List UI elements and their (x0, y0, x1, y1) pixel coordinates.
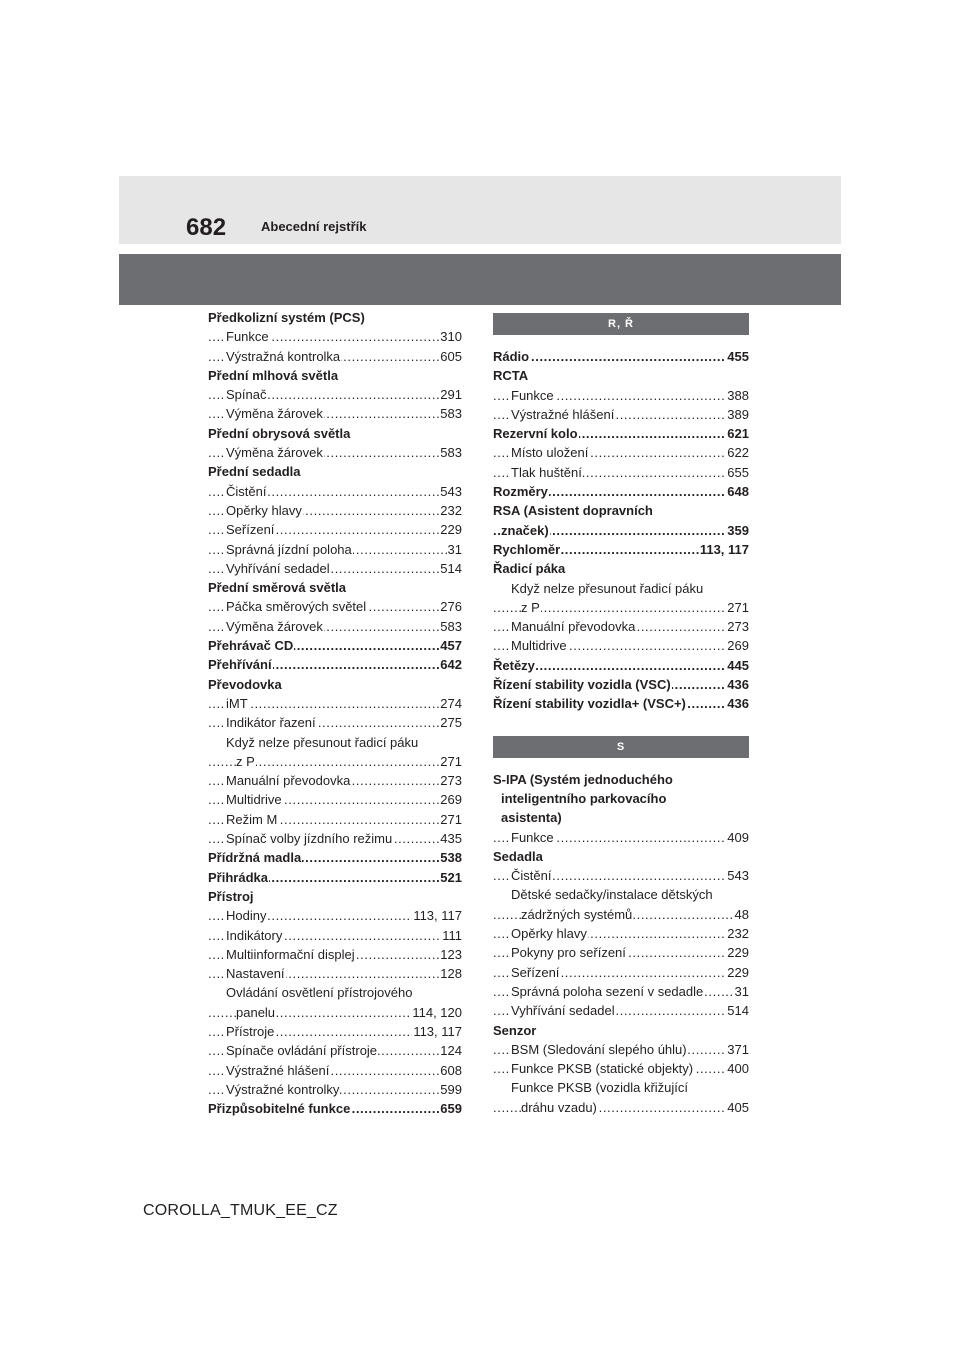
entry-label: Přídržná madla (208, 848, 302, 867)
index-entry (208, 308, 462, 327)
index-column-left (208, 308, 462, 1118)
entry-page-ref: 621 (726, 424, 749, 443)
index-entry (493, 443, 749, 462)
index-entry (493, 501, 749, 520)
entry-page-ref: 371 (726, 1040, 749, 1059)
entry-label: Spínač (226, 385, 267, 404)
entry-label: Přístroje (226, 1022, 275, 1041)
index-entry (493, 598, 749, 617)
entry-label: Dětské sedačky/instalace dětských (511, 885, 714, 904)
index-entry (493, 482, 749, 501)
entry-label: Pokyny pro seřízení (511, 943, 627, 962)
entry-label: panelu (236, 1003, 276, 1022)
entry-label: Vyhřívání sedadel (511, 1001, 616, 1020)
entry-label: Výstražná kontrolka (226, 347, 341, 366)
index-entry (493, 828, 749, 847)
index-entry (208, 1061, 462, 1080)
index-entry (208, 404, 462, 423)
index-entry (208, 733, 462, 752)
entry-label: Přihrádka (208, 868, 269, 887)
entry-label: Převodovka (208, 675, 283, 694)
entry-label: Výměna žárovek (226, 404, 324, 423)
heading-gap (493, 335, 749, 347)
index-entry (493, 1001, 749, 1020)
entry-label: Rádio (493, 347, 530, 366)
index-entry (208, 771, 462, 790)
entry-label: Seřízení (511, 963, 560, 982)
entry-label: z P (236, 752, 256, 771)
index-entry (208, 810, 462, 829)
entry-label: Řadicí páka (493, 559, 566, 578)
index-entry (493, 905, 749, 924)
index-entry (208, 1022, 462, 1041)
entry-label: Nastavení (226, 964, 286, 983)
entry-label: Přehřívání (208, 655, 273, 674)
entry-label: Funkce PKSB (vozidla křižující (511, 1078, 689, 1097)
entry-label: Spínač volby jízdního režimu (226, 829, 393, 848)
index-entry (493, 579, 749, 598)
entry-label: Přizpůsobitelné funkce (208, 1099, 351, 1118)
entry-page-ref: 232 (726, 924, 749, 943)
index-entry (493, 808, 749, 827)
index-entry (493, 1098, 749, 1117)
index-entry (208, 1099, 462, 1118)
entry-label: BSM (Sledování slepého úhlu) (511, 1040, 688, 1059)
entry-label: Výměna žárovek (226, 617, 324, 636)
entry-page-ref: 291 (439, 385, 462, 404)
index-entry (493, 1078, 749, 1097)
entry-page-ref: 655 (726, 463, 749, 482)
entry-page-ref: 275 (439, 713, 462, 732)
entry-page-ref: 608 (439, 1061, 462, 1080)
entry-label: Funkce PKSB (statické objekty) (511, 1059, 694, 1078)
entry-page-ref: 543 (726, 866, 749, 885)
index-entry (208, 675, 462, 694)
index-entry (208, 385, 462, 404)
entry-label: Tlak huštění (511, 463, 583, 482)
entry-page-ref: 435 (439, 829, 462, 848)
header-dark-band (119, 254, 841, 305)
index-entry (493, 636, 749, 655)
entry-page-ref: 229 (726, 943, 749, 962)
index-entry (208, 829, 462, 848)
index-entry (208, 443, 462, 462)
index-entry (208, 424, 462, 443)
index-entry (208, 482, 462, 501)
entry-page-ref: 114, 120 (411, 1003, 462, 1022)
entry-label: Přístroj (208, 887, 255, 906)
letter-section-heading: S (493, 736, 749, 758)
entry-page-ref: 113, 117 (699, 540, 749, 559)
entry-page-ref: 445 (726, 656, 749, 675)
entry-page-ref: 659 (439, 1099, 462, 1118)
entry-label: Manuální převodovka (226, 771, 351, 790)
entry-label: Funkce (511, 828, 555, 847)
index-column-right (493, 313, 749, 1117)
entry-label: Seřízení (226, 520, 275, 539)
entry-page-ref: 648 (726, 482, 749, 501)
index-entry (208, 347, 462, 366)
index-entry (208, 1003, 462, 1022)
entry-label: Funkce (511, 386, 555, 405)
entry-page-ref: 622 (726, 443, 749, 462)
entry-label: Výstražné kontrolky (226, 1080, 340, 1099)
entry-page-ref: 48 (734, 905, 749, 924)
index-entry (493, 366, 749, 385)
section-title: Abecední rejstřík (261, 219, 367, 234)
index-entry (208, 983, 462, 1002)
entry-page-ref: 273 (439, 771, 462, 790)
entry-label: Funkce (226, 327, 270, 346)
entry-page-ref: 436 (726, 675, 749, 694)
entry-page-ref: 31 (734, 982, 749, 1001)
entry-page-ref: 514 (726, 1001, 749, 1020)
index-entry (493, 405, 749, 424)
index-entry (493, 347, 749, 366)
entry-page-ref: 405 (726, 1098, 749, 1117)
header-band (119, 176, 841, 244)
index-entry (208, 636, 462, 655)
entry-page-ref: 359 (726, 521, 749, 540)
entry-page-ref: 521 (439, 868, 462, 887)
entry-label: RCTA (493, 366, 529, 385)
entry-page-ref: 111 (441, 926, 462, 945)
entry-label: Přední obrysová světla (208, 424, 351, 443)
entry-label: Vyhřívání sedadel (226, 559, 331, 578)
entry-label: iMT (226, 694, 249, 713)
index-entry (493, 1021, 749, 1040)
entry-label: Rozměry (493, 482, 549, 501)
index-entry (493, 1059, 749, 1078)
entry-page-ref: 273 (726, 617, 749, 636)
entry-label: Výstražné hlášení (226, 1061, 330, 1080)
index-entry (493, 963, 749, 982)
entry-page-ref: 457 (439, 636, 462, 655)
entry-page-ref: 599 (439, 1080, 462, 1099)
entry-label: inteligentního parkovacího (501, 789, 667, 808)
index-entry (208, 1080, 462, 1099)
index-entry (208, 327, 462, 346)
entry-label: Manuální převodovka (511, 617, 636, 636)
entry-label: Předkolizní systém (PCS) (208, 308, 366, 327)
entry-label: Opěrky hlavy (226, 501, 303, 520)
index-entry (493, 656, 749, 675)
entry-page-ref: 388 (726, 386, 749, 405)
entry-page-ref: 271 (726, 598, 749, 617)
entry-label: Když nelze přesunout řadicí páku (226, 733, 419, 752)
entry-label: Rezervní kolo (493, 424, 579, 443)
entry-page-ref: 389 (726, 405, 749, 424)
entry-page-ref: 583 (439, 617, 462, 636)
index-entry (208, 868, 462, 887)
index-entry (208, 559, 462, 578)
section-gap (493, 714, 749, 736)
entry-label: Správná poloha sezení v sedadle (511, 982, 704, 1001)
entry-page-ref: 583 (439, 404, 462, 423)
entry-label: Hodiny (226, 906, 267, 925)
entry-page-ref: 31 (447, 540, 462, 559)
entry-label: Multidrive (226, 790, 283, 809)
index-entry (208, 713, 462, 732)
entry-label: Přehrávač CD (208, 636, 294, 655)
entry-label: Když nelze přesunout řadicí páku (511, 579, 704, 598)
leader-dots (493, 347, 749, 366)
entry-label: Výměna žárovek (226, 443, 324, 462)
entry-label: Čistění (226, 482, 267, 501)
entry-page-ref: 400 (726, 1059, 749, 1078)
entry-label: Senzor (493, 1021, 537, 1040)
index-entry (493, 866, 749, 885)
entry-page-ref: 123 (439, 945, 462, 964)
heading-gap (493, 758, 749, 770)
index-entry (493, 982, 749, 1001)
entry-page-ref: 310 (439, 327, 462, 346)
index-entry (208, 520, 462, 539)
entry-label: Přední sedadla (208, 462, 301, 481)
index-entry (493, 885, 749, 904)
entry-label: Multidrive (511, 636, 568, 655)
entry-label: Čistění (511, 866, 552, 885)
entry-label: Výstražné hlášení (511, 405, 615, 424)
entry-label: Řízení stability vozidla+ (VSC+) (493, 694, 687, 713)
index-entry (493, 559, 749, 578)
index-entry (493, 675, 749, 694)
index-entry (208, 906, 462, 925)
index-entry (493, 540, 749, 559)
index-entry (493, 789, 749, 808)
index-entry (493, 694, 749, 713)
index-entry (208, 926, 462, 945)
entry-label: Sedadla (493, 847, 544, 866)
entry-label: Řetězy (493, 656, 536, 675)
entry-label: Ovládání osvětlení přístrojového (226, 983, 413, 1002)
entry-label: S-IPA (Systém jednoduchého (493, 770, 674, 789)
index-entry (493, 847, 749, 866)
index-entry (208, 964, 462, 983)
index-entry (208, 790, 462, 809)
index-entry (493, 463, 749, 482)
index-entry (208, 945, 462, 964)
index-entry (208, 752, 462, 771)
index-entry (208, 462, 462, 481)
entry-label: zádržných systémů (521, 905, 633, 924)
entry-label: Multiinformační displej (226, 945, 356, 964)
index-entry (493, 521, 749, 540)
entry-page-ref: 409 (726, 828, 749, 847)
entry-page-ref: 229 (726, 963, 749, 982)
index-entry (208, 597, 462, 616)
footer-code: COROLLA_TMUK_EE_CZ (143, 1202, 338, 1219)
entry-label: dráhu vzadu) (521, 1098, 598, 1117)
entry-label: Opěrky hlavy (511, 924, 588, 943)
index-entry (493, 924, 749, 943)
index-entry (208, 540, 462, 559)
index-entry (493, 943, 749, 962)
entry-label: Režim M (226, 810, 278, 829)
index-entry (493, 386, 749, 405)
entry-label: RSA (Asistent dopravních (493, 501, 654, 520)
entry-label: Přední směrová světla (208, 578, 347, 597)
entry-page-ref: 543 (439, 482, 462, 501)
entry-page-ref: 514 (439, 559, 462, 578)
entry-page-ref: 128 (439, 964, 462, 983)
entry-label: Páčka směrových světel (226, 597, 367, 616)
entry-page-ref: 232 (439, 501, 462, 520)
page-number: 682 (186, 214, 227, 241)
index-entry (208, 1041, 462, 1060)
index-entry (208, 578, 462, 597)
entry-page-ref: 269 (439, 790, 462, 809)
index-entry (208, 848, 462, 867)
entry-label: Indikátory (226, 926, 283, 945)
entry-label: asistenta) (501, 808, 563, 827)
entry-page-ref: 229 (439, 520, 462, 539)
entry-page-ref: 436 (726, 694, 749, 713)
entry-page-ref: 271 (439, 752, 462, 771)
index-entry (208, 366, 462, 385)
entry-label: Přední mlhová světla (208, 366, 339, 385)
index-entry (493, 770, 749, 789)
index-entry (208, 655, 462, 674)
index-entry (493, 424, 749, 443)
entry-page-ref: 113, 117 (412, 906, 462, 925)
entry-label: z P (521, 598, 541, 617)
entry-label: Místo uložení (511, 443, 589, 462)
entry-page-ref: 605 (439, 347, 462, 366)
entry-label: Spínače ovládání přístroje (226, 1041, 378, 1060)
entry-label: Rychloměr (493, 540, 561, 559)
entry-page-ref: 271 (439, 810, 462, 829)
index-entry (208, 501, 462, 520)
entry-page-ref: 583 (439, 443, 462, 462)
letter-section-heading: R, Ř (493, 313, 749, 335)
entry-page-ref: 269 (726, 636, 749, 655)
entry-page-ref: 455 (726, 347, 749, 366)
entry-label: Správná jízdní poloha (226, 540, 353, 559)
entry-label: značek) (501, 521, 550, 540)
entry-page-ref: 538 (439, 848, 462, 867)
entry-page-ref: 642 (439, 655, 462, 674)
entry-page-ref: 276 (439, 597, 462, 616)
entry-page-ref: 113, 117 (412, 1022, 462, 1041)
entry-page-ref: 274 (439, 694, 462, 713)
index-entry (208, 887, 462, 906)
index-entry (208, 617, 462, 636)
index-entry (493, 617, 749, 636)
index-entry (493, 1040, 749, 1059)
entry-label: Indikátor řazení (226, 713, 317, 732)
entry-label: Řízení stability vozidla (VSC) (493, 675, 672, 694)
index-entry (208, 694, 462, 713)
entry-page-ref: 124 (439, 1041, 462, 1060)
